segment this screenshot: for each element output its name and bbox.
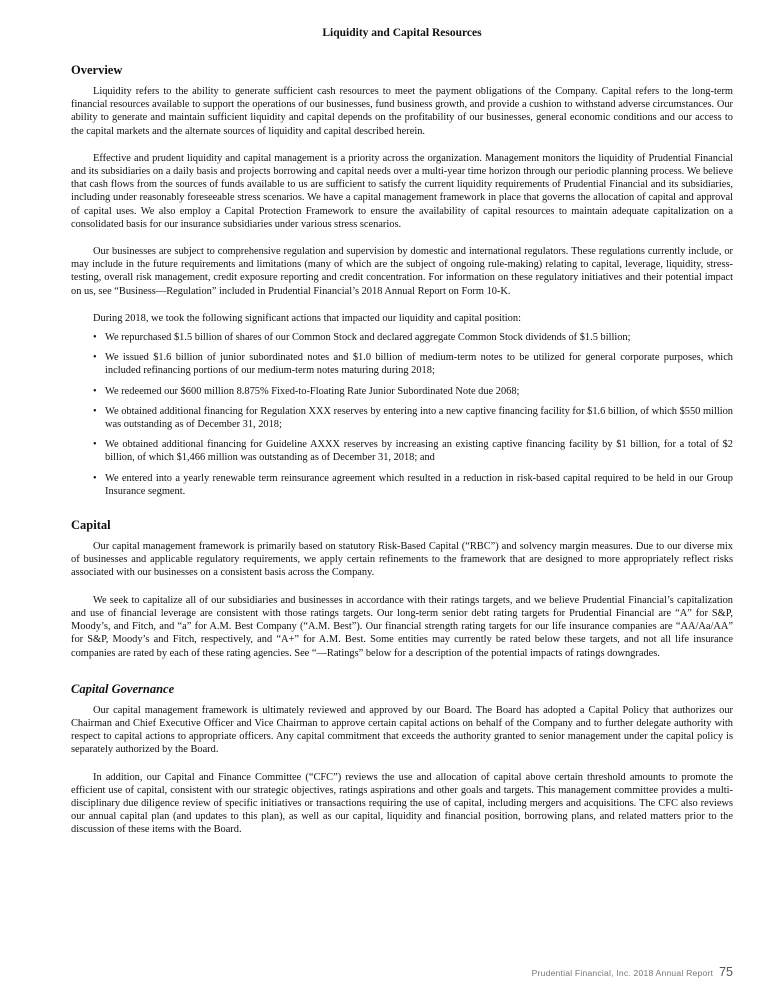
page-title: Liquidity and Capital Resources [322,27,482,39]
capital-governance-heading: Capital Governance [71,681,175,696]
capital-governance-paragraph: In addition, our Capital and Finance Committee (“CFC”) reviews the use and allocation of capital above certain threshold amounts to promote the efficient use of capital, consistent with our strategic objectives, ratings aspirations and other goals and targets. This management committee provides a multi-disciplinary due diligence review of specific initiatives or transactions requiring the use of capital, including mergers and acquisitions. The CFC also reviews our annual capital plan (and updates to this plan), as well as our capital, liquidity and financial position, borrowing plans, and related matters prior to the discussion of these items with the Board. [71,771,733,836]
capital-heading: Capital [71,518,111,533]
overview-paragraph: Liquidity refers to the ability to generate sufficient cash resources to meet the payment obligations of the Company. Capital refers to the long-term financial resources available to support the operations of our businesses, fund business growth, and provide a cushion to withstand adverse circumstances. Our ability to generate and maintain sufficient liquidity and capital depends on the profitability of our businesses, general economic conditions and our access to the capital markets and the alternate sources of liquidity and capital described herein. [71,86,733,137]
footer-report-title: Prudential Financial, Inc. 2018 Annual Report [531,968,714,978]
overview-heading: Overview [71,63,123,77]
bullet-icon: • [93,385,97,397]
bullet-icon: • [93,352,97,364]
capital-paragraph: Our capital management framework is primarily based on statutory Risk-Based Capital (“RBC”) and solvency margin measures. Due to our diverse mix of businesses and applicable regulatory requirements, we apply certain refinements to the framework that are designed to more appropriately reflect risks associated with our businesses on a consistent basis across the Company. [71,541,733,579]
list-item: • We entered into a yearly renewable term reinsurance agreement which resulted in a reduction in risk-based capital required to be held in our Group Insurance segment. [93,472,733,497]
capital-paragraph: We seek to capitalize all of our subsidiaries and businesses in accordance with their ratings targets, and we believe Prudential Financial’s capitalization and use of financial leverage are consistent with those ratings targets. Our long-term senior debt rating targets for Prudential Financial are “A” for S&P, Moody’s, and Fitch, and “a” for A.M. Best Company (“A.M. Best”). Our financial strength rating targets for our life insurance companies are “AA/Aa/AA” for S&P, Moody’s and Fitch, respectively, and “A+” for A.M. Best. Some entities may currently be rated below these targets, and not all life insurance companies are rated by each of these rating agencies. See “—Ratings” below for a description of the potential impacts of ratings downgrades. [71,594,733,659]
list-item: • We obtained additional financing for Guideline AXXX reserves by increasing an existing captive financing facility by $1 billion, for a total of $2 billion, of which $1,466 million was outstanding as of December 31, 2018; and [93,439,733,464]
bullet-icon: • [93,472,97,484]
list-item: • We obtained additional financing for Regulation XXX reserves by entering into a new captive financing facility for $1.6 billion, of which $550 million was outstanding as of December 31, 2018; [93,405,733,431]
document-page [71,27,733,851]
bullet-icon: • [93,405,97,417]
overview-paragraph: Our businesses are subject to comprehensive regulation and supervision by domestic and international regulators. These regulations currently include, or may include in the future requirements and limitations (many of which are the subject of ongoing rule-making) relating to capital, leverage, liquidity, stress-testing, overall risk management, credit exposure reporting and credit concentration. For information on these regulatory initiatives and their potential impact on us, see “Business—Regulation” included in Prudential Financial’s 2018 Annual Report on Form 10-K. [71,246,733,297]
bullet-icon: • [93,332,97,344]
capital-governance-paragraph: Our capital management framework is ultimately reviewed and approved by our Board. The Board has adopted a Capital Policy that authorizes our Chairman and Chief Executive Officer and Vice Chairman to approve certain capital actions on behalf of the Company and to further delegate authority with respect to capital actions to appropriate officers. Any capital commitment that exceeds the authority granted to senior management under the capital policy is separately authorized by the Board. [71,704,733,756]
list-item: • We issued $1.6 billion of junior subordinated notes and $1.0 billion of medium-term notes to be utilized for general corporate purposes, which included refinancing portions of our medium-term notes maturing during 2018; [93,352,733,377]
bullet-icon: • [93,439,97,451]
list-item: • We redeemed our $600 million 8.875% Fixed-to-Floating Rate Junior Subordinated Note due 2068; [93,385,520,397]
page-number: 75 [719,965,733,979]
overview-paragraph: Effective and prudent liquidity and capital management is a priority across the organization. Management monitors the liquidity of Prudential Financial and its subsidiaries on a daily basis and projects borrowing and capital needs over a multi-year time horizon through our periodic planning process. We believe that cash flows from the sources of funds available to us are sufficient to satisfy the current liquidity requirements of Prudential Financial and its subsidiaries, including under reasonably foreseeable stress scenarios. We have a capital management framework in place that governs the allocation of capital and approval of capital uses. We also employ a Capital Protection Framework to ensure the availability of capital resources to maintain adequate capitalization on a consolidated basis for our insurance subsidiaries under various stress scenarios. [71,152,733,230]
overview-paragraph: During 2018, we took the following significant actions that impacted our liquidity and capital position: [93,312,521,324]
page-footer [532,965,733,979]
list-item: • We repurchased $1.5 billion of shares of our Common Stock and declared aggregate Common Stock dividends of $1.5 billion; [93,332,631,344]
actions-list [71,331,733,498]
